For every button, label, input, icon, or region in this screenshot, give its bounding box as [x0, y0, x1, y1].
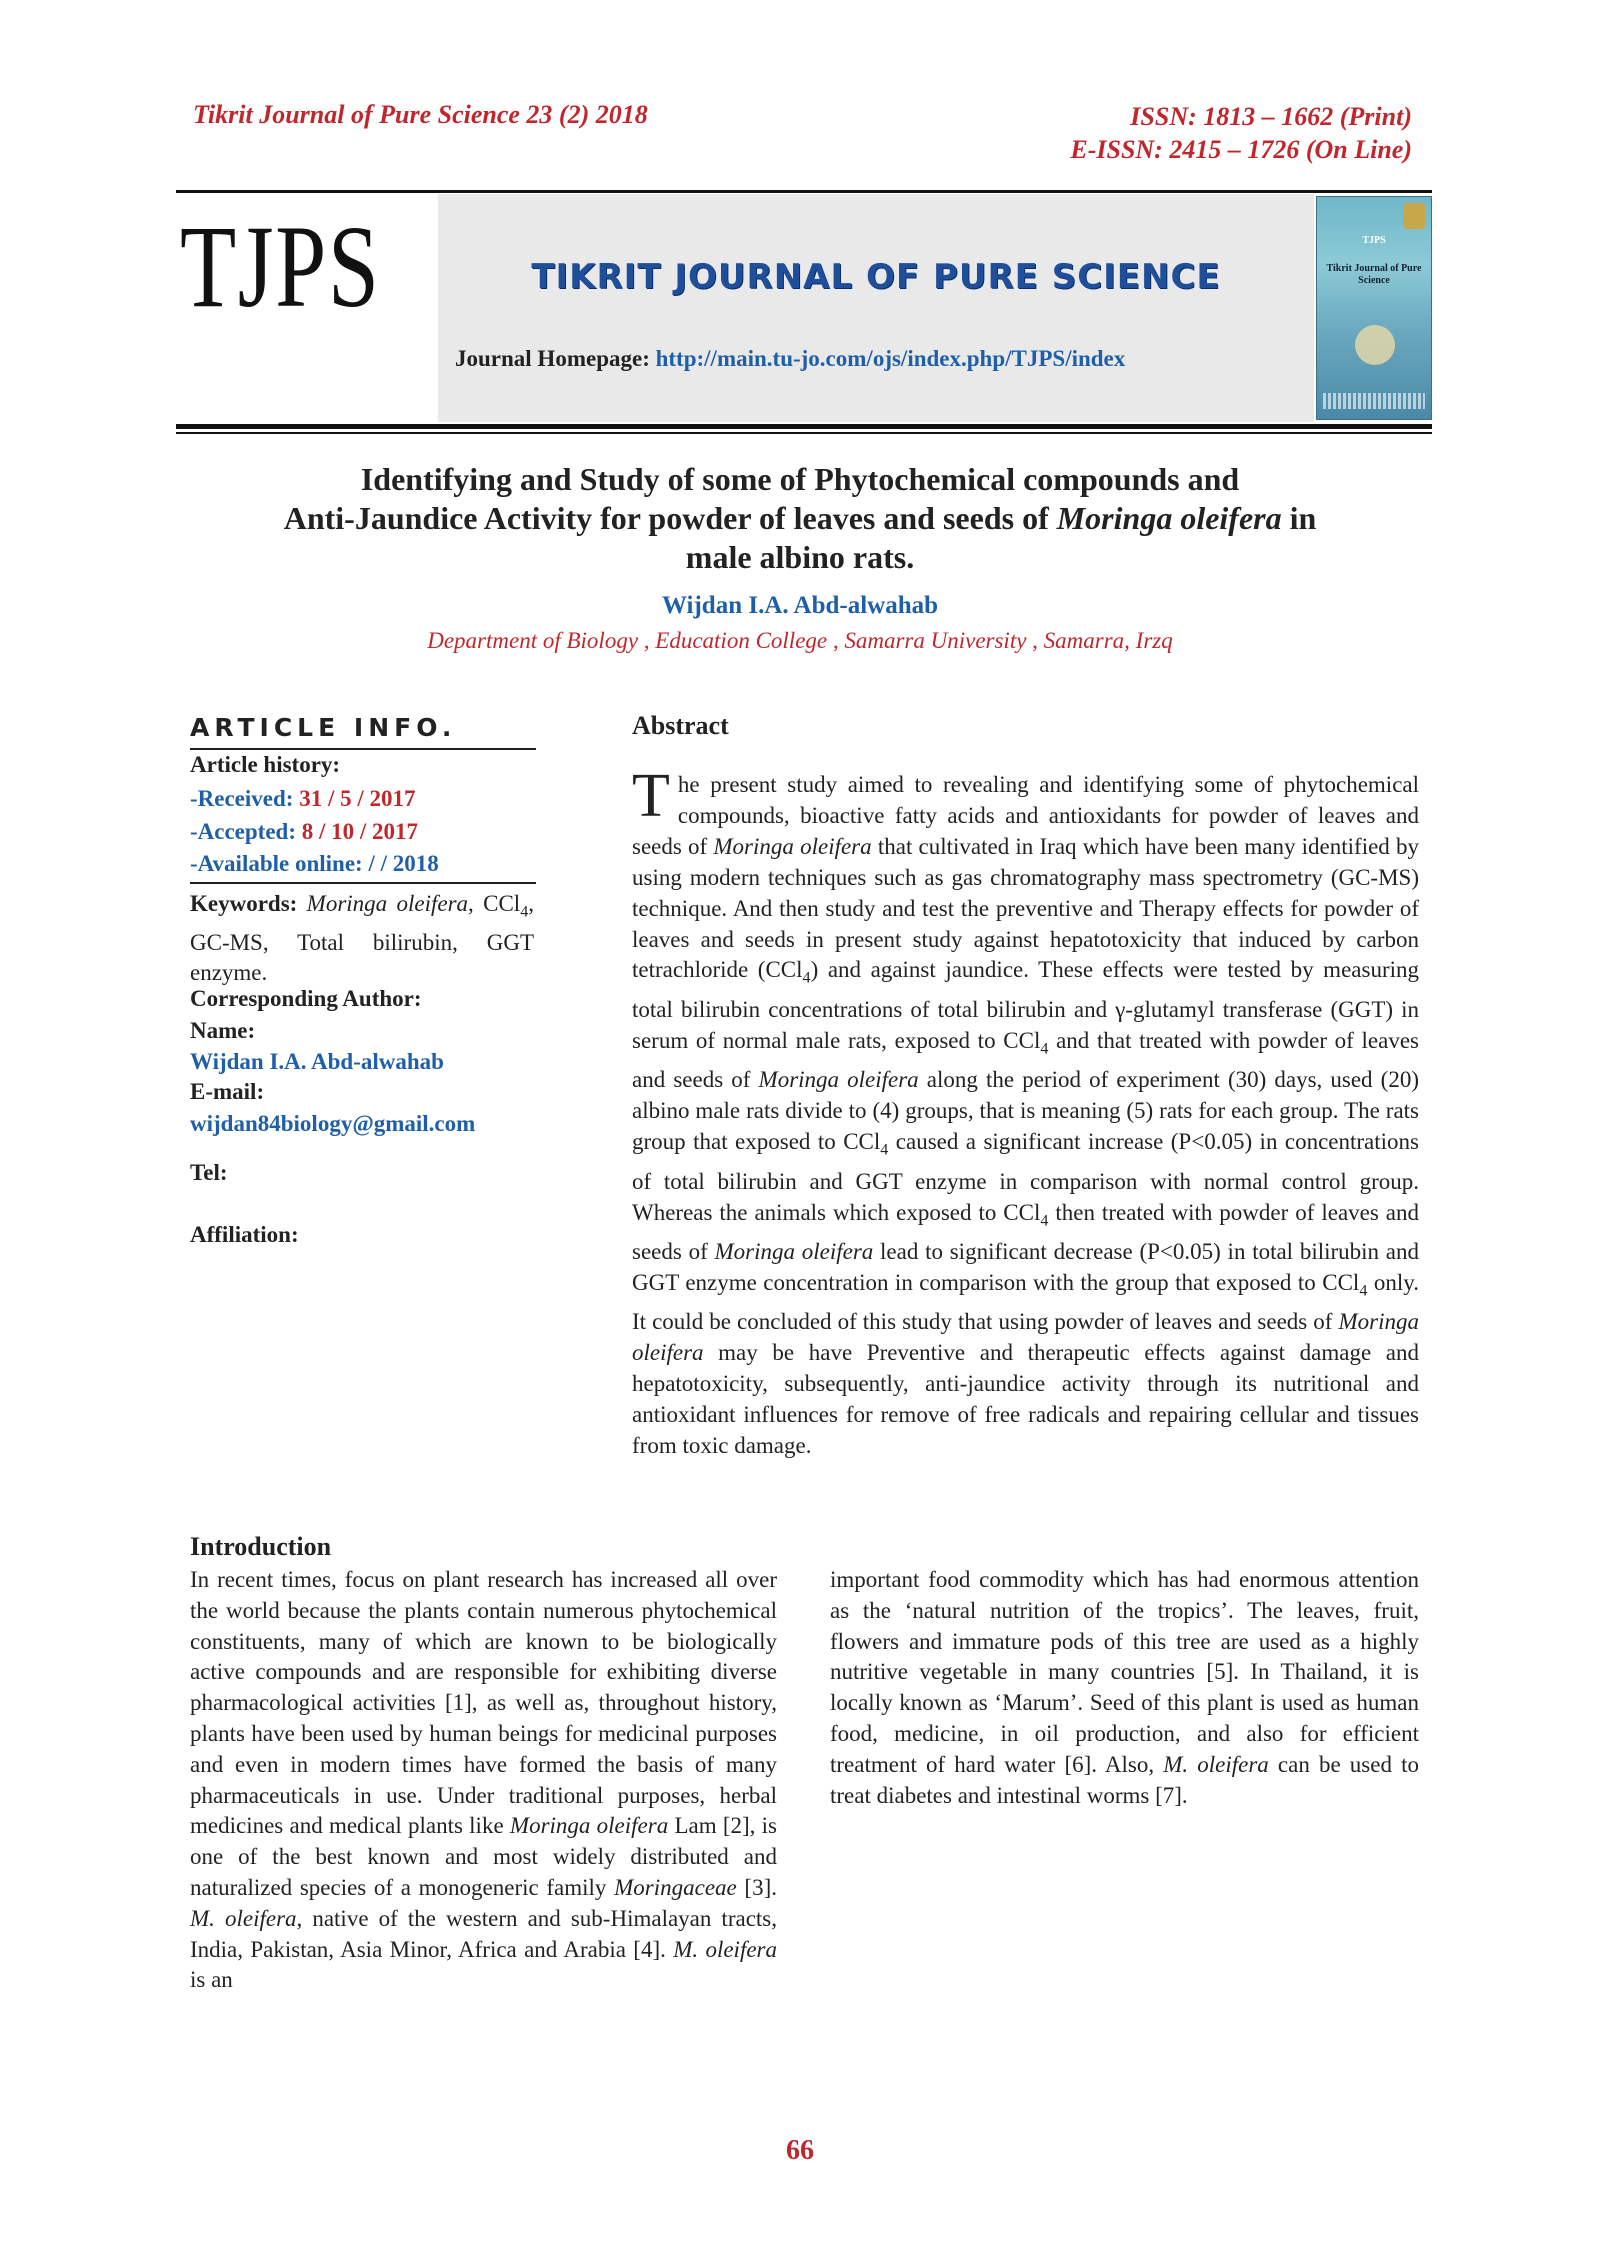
banner-background — [438, 194, 1314, 422]
journal-homepage — [455, 346, 1125, 372]
homepage-label: Journal Homepage: — [455, 346, 656, 371]
title-line-1: Identifying and Study of some of Phytochemical compounds and — [360, 461, 1240, 497]
cover-title: TJPS — [1362, 235, 1386, 246]
introduction-column-1: In recent times, focus on plant research has increased all over the world because the plants contain numerous phytochemical constituents, many of which are known to be biologically active compounds and are responsible for exhibiting diverse pharmacological activities [1], as well as, throughout history, plants have been used by human beings for medicinal purposes and even in modern times have formed the basis of many pharmaceuticals in use. Under traditional purposes, herbal medicines and medical plants like Moringa oleifera Lam [2], is one of the best known and most widely distributed and naturalized species of a monogeneric family Moringaceae [3]. M. oleifera, native of the western and sub-Himalayan tracts, India, Pakistan, Asia Minor, Africa and Arabia [4]. M. oleifera is an — [190, 1567, 777, 1993]
corresponding-author-label: Corresponding Author: — [190, 986, 422, 1011]
banner-bottom-rule-thin — [176, 432, 1432, 434]
cover-emblem-icon — [1355, 325, 1395, 365]
received-date: -Received: 31 / 5 / 2017 — [190, 786, 416, 811]
article-history-label: Article history: — [190, 752, 341, 777]
issn-print: ISSN: 1813 – 1662 (Print) — [1130, 102, 1412, 131]
abstract-heading: Abstract — [632, 711, 729, 740]
journal-logo: TJPS — [180, 201, 381, 332]
article-title — [160, 460, 1440, 577]
email-link[interactable]: wijdan84biology@gmail.com — [190, 1111, 476, 1136]
author-name: Wijdan I.A. Abd-alwahab — [661, 592, 939, 619]
tel-label: Tel: — [190, 1160, 228, 1185]
abstract-drop-cap: T — [632, 762, 670, 830]
running-header-right — [1070, 100, 1412, 166]
cover-journal-name: Tikrit Journal of Pure Science — [1326, 263, 1422, 286]
introduction-column-2: important food commodity which has had enormous attention as the ‘natural nutrition of the tropics’. The leaves, fruit, flowers and immature pods of this tree are used as a highly nutritive vegetable in many countries [5]. In Thailand, it is locally known as ‘Marum’. Seed of this plant is used as human food, medicine, in oil production, and also for efficient treatment of hard water [6]. Also, M. oleifera can be used to treat diabetes and intestinal worms [7]. — [830, 1567, 1419, 1808]
page-number: 66 — [786, 2135, 814, 2166]
banner-bottom-rule — [176, 424, 1432, 429]
banner-top-rule — [176, 190, 1432, 193]
email-label: E-mail: — [190, 1079, 265, 1104]
author-affiliation: Department of Biology , Education College , Samarra University , Samarra, Irzq — [427, 628, 1173, 653]
cover-footer — [1323, 393, 1425, 409]
cover-crest-icon — [1403, 203, 1425, 229]
article-info-heading: ARTICLE INFO. — [190, 713, 457, 742]
title-line-3: male albino rats. — [685, 539, 915, 575]
title-line-2: Anti-Jaundice Activity for powder of leaves and seeds of Moringa oleifera in — [283, 500, 1317, 536]
issn-online: E-ISSN: 2415 – 1726 (On Line) — [1070, 135, 1412, 164]
homepage-link[interactable]: http://main.tu-jo.com/ojs/index.php/TJPS/index — [655, 346, 1126, 371]
affiliation-label: Affiliation: — [190, 1222, 299, 1247]
running-header-left: Tikrit Journal of Pure Science 23 (2) 2018 — [193, 100, 648, 129]
abstract-body: The present study aimed to revealing and identifying some of phytochemical compounds, bioactive fatty acids and antioxidants for powder of leaves and seeds of Moringa oleifera that cultivated in Iraq which have been many identified by using modern techniques such as gas chromatography mass spectrometry (GC-MS) technique. And then study and test the preventive and Therapy effects for powder of leaves and seeds in present study against hepatotoxicity that induced by carbon tetrachloride (CCl$_4$) and against jaundice. These effects were tested by measuring total bilirubin concentrations of total bilirubin and γ-glutamyl transferase (GGT) in serum of normal male rats, exposed to CCl$_4$ and that treated with powder of leaves and seeds of Moringa oleifera along the period of experiment (30) days, used (20) albino male rats divide to (4) groups, that is meaning (5) rats for each group. The rats group that exposed to CCl$_4$ caused a significant increase (P<0.05) in concentrations of total bilirubin and GGT enzyme in comparison with normal control group. Whereas the animals which exposed to CCl$_4$ then treated with powder of leaves and seeds of Moringa oleifera lead to significant decrease (P<0.05) in total bilirubin and GGT enzyme concentration in comparison with the group that exposed to CCl$_4$ only. It could be concluded of this study that using powder of leaves and seeds of Moringa oleifera may be have Preventive and therapeutic effects against damage and hepatotoxicity, subsequently, anti-jaundice activity through its nutritional and antioxidant influences for remove of free radicals and repairing cellular and tissues from toxic damage. — [632, 762, 1420, 1459]
article-info-rule — [190, 748, 536, 750]
journal-name: TIKRIT JOURNAL OF PURE SCIENCE — [531, 257, 1221, 297]
introduction-heading: Introduction — [190, 1532, 332, 1561]
journal-cover-image — [1316, 196, 1432, 420]
article-info-rule-2 — [190, 882, 536, 884]
name-label: Name: — [190, 1018, 256, 1043]
keywords: Keywords: Moringa oleifera, CCl$_4$, GC-MS, Total bilirubin, GGT enzyme. — [190, 891, 534, 985]
corresponding-author-name: Wijdan I.A. Abd-alwahab — [190, 1049, 444, 1074]
available-online-date: -Available online: / / 2018 — [190, 851, 439, 876]
accepted-date: -Accepted: 8 / 10 / 2017 — [190, 819, 419, 844]
